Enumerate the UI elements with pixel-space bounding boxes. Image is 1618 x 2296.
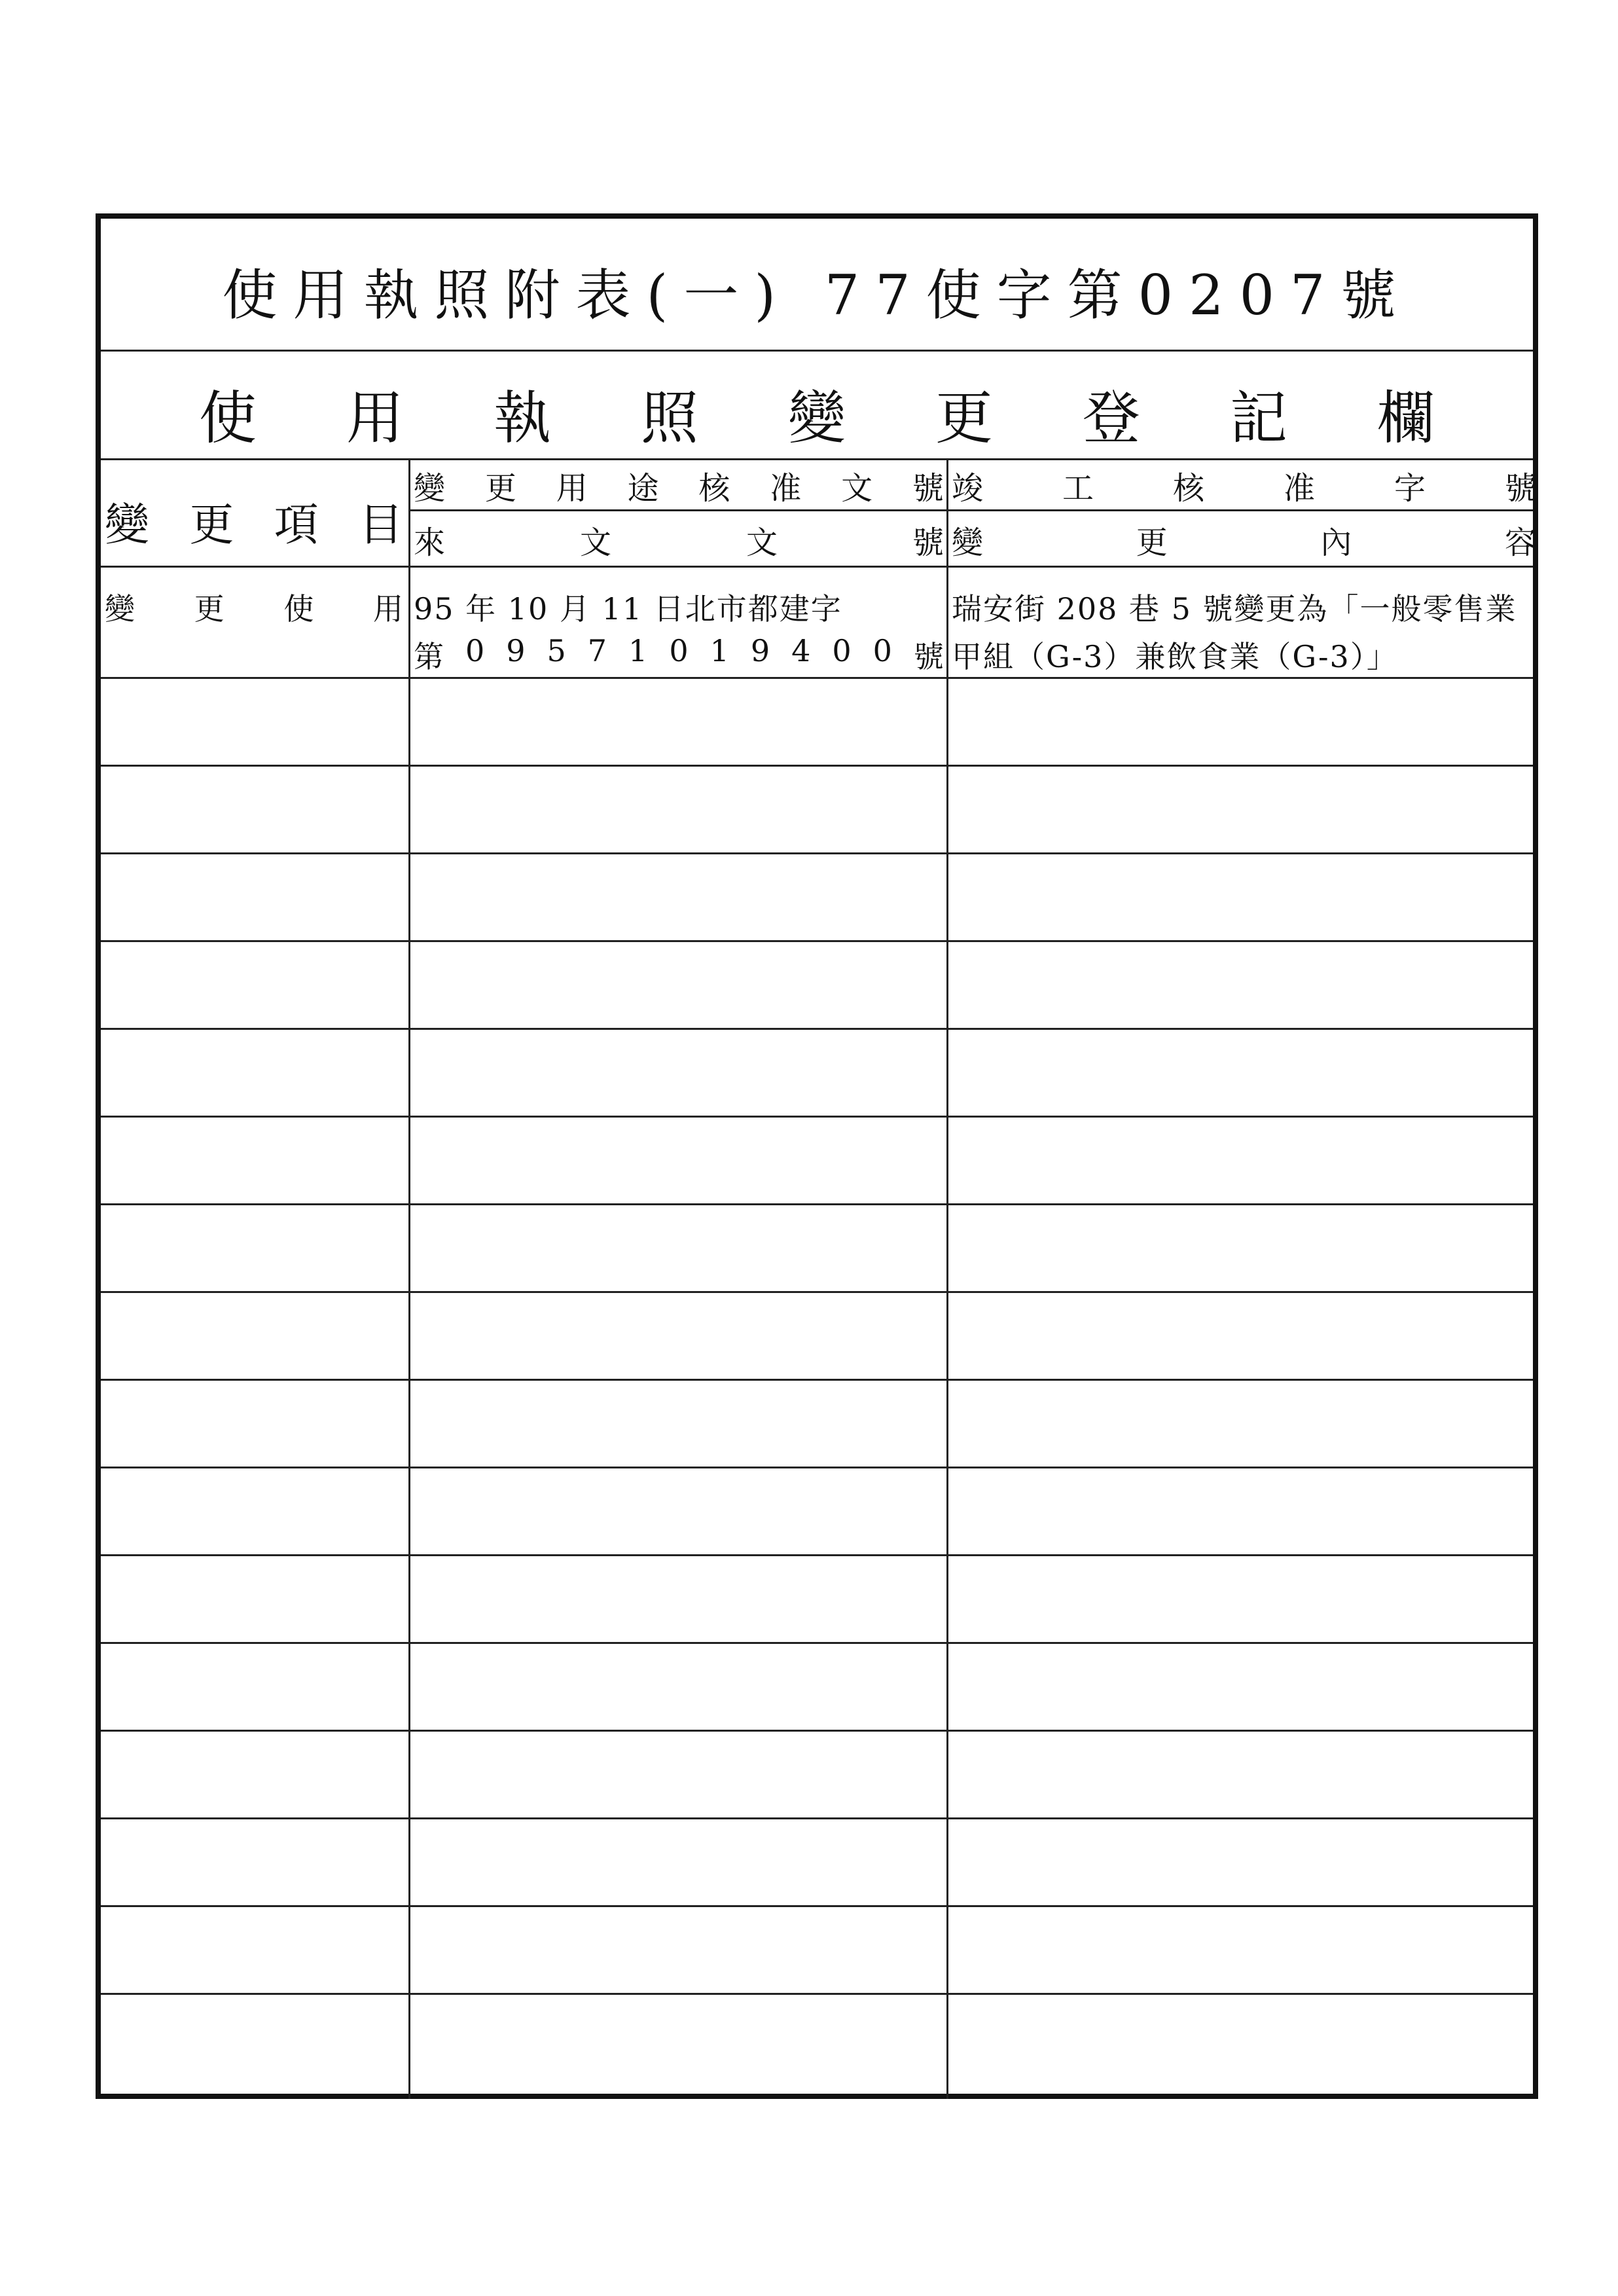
- char-cell: 變: [105, 591, 135, 627]
- char-cell: 變: [414, 469, 446, 507]
- divider: [101, 566, 1533, 568]
- char-cell: 1: [628, 633, 648, 668]
- char-cell: 第: [414, 639, 444, 674]
- column-divider: [946, 458, 948, 2099]
- form-subtitle: [199, 373, 1435, 451]
- change-registration-form: [96, 213, 1538, 2099]
- row-divider: [101, 852, 1533, 854]
- row-divider: [101, 1642, 1533, 1644]
- header-change-item: [105, 488, 403, 554]
- char-cell: 文: [746, 524, 778, 561]
- char-cell: 號: [913, 639, 944, 674]
- row-divider: [101, 1379, 1533, 1381]
- row-doc-line2: [414, 633, 944, 676]
- char-cell: 來: [414, 524, 446, 561]
- subtitle-char: 用: [346, 384, 404, 452]
- row-change-item: [105, 585, 403, 629]
- row-divider: [101, 1905, 1533, 1907]
- header-completion-no: [952, 462, 1536, 508]
- row-divider: [101, 677, 1533, 679]
- form-title: 使用執照附表(一) 77使字第0207號: [222, 263, 1412, 327]
- char-cell: 項: [274, 499, 319, 551]
- row-divider: [101, 940, 1533, 942]
- column-divider: [408, 458, 410, 2099]
- char-cell: 核: [698, 469, 730, 507]
- char-cell: 0: [669, 633, 689, 668]
- char-cell: 竣: [952, 469, 984, 507]
- row-divider: [101, 1028, 1533, 1030]
- divider: [408, 509, 1533, 511]
- char-cell: 5: [547, 633, 566, 668]
- row-divider: [101, 1554, 1533, 1556]
- row-divider: [101, 1203, 1533, 1205]
- header-approval-doc-no: [414, 462, 944, 508]
- char-cell: 文: [579, 524, 611, 561]
- header-incoming-doc-no: [414, 517, 944, 562]
- char-cell: 更: [1136, 524, 1168, 561]
- row-divider: [101, 1291, 1533, 1293]
- header-change-content: [952, 517, 1536, 562]
- subtitle-char: 執: [493, 384, 551, 452]
- char-cell: 內: [1320, 524, 1352, 561]
- char-cell: 7: [587, 633, 607, 668]
- subtitle-char: 更: [935, 384, 993, 452]
- subtitle-char: 變: [787, 384, 846, 452]
- char-cell: 途: [627, 469, 659, 507]
- divider: [101, 458, 1533, 460]
- row-divider: [101, 1730, 1533, 1732]
- row-divider: [101, 1467, 1533, 1468]
- subtitle-char: 登: [1082, 384, 1140, 452]
- char-cell: 字: [1393, 469, 1426, 507]
- row-divider: [101, 1116, 1533, 1118]
- char-cell: 號: [912, 524, 944, 561]
- char-cell: 更: [484, 469, 516, 507]
- char-cell: 核: [1172, 469, 1204, 507]
- char-cell: 更: [194, 591, 225, 627]
- subtitle-char: 欄: [1376, 384, 1435, 452]
- char-cell: 號: [1504, 469, 1536, 507]
- char-cell: 變: [952, 524, 984, 561]
- divider: [101, 350, 1533, 352]
- char-cell: 准: [1283, 469, 1315, 507]
- char-cell: 工: [1062, 469, 1094, 507]
- char-cell: 容: [1504, 524, 1536, 561]
- row-divider: [101, 1993, 1533, 1995]
- row-divider: [101, 1817, 1533, 1819]
- char-cell: 准: [770, 469, 802, 507]
- char-cell: 更: [189, 499, 234, 551]
- subtitle-char: 使: [199, 384, 257, 452]
- char-cell: 9: [750, 633, 770, 668]
- char-cell: 4: [791, 633, 811, 668]
- char-cell: 用: [372, 591, 403, 627]
- row-doc-line1: 95 年 10 月 11 日北市都建字: [414, 591, 842, 627]
- char-cell: 用: [556, 469, 588, 507]
- char-cell: 0: [832, 633, 852, 668]
- char-cell: 文: [841, 469, 873, 507]
- row-content-line2: 甲組（G-3）兼飲食業（G-3）」: [952, 639, 1398, 674]
- row-content-line1: 瑞安街 208 巷 5 號變更為「一般零售業: [952, 591, 1517, 627]
- char-cell: 目: [358, 499, 403, 551]
- row-divider: [101, 765, 1533, 767]
- char-cell: 1: [710, 633, 729, 668]
- char-cell: 使: [283, 591, 314, 627]
- subtitle-char: 記: [1229, 384, 1287, 452]
- subtitle-char: 照: [640, 384, 698, 452]
- char-cell: 0: [872, 633, 892, 668]
- char-cell: 變: [105, 499, 150, 551]
- char-cell: 9: [506, 633, 526, 668]
- char-cell: 號: [912, 469, 944, 507]
- char-cell: 0: [465, 633, 485, 668]
